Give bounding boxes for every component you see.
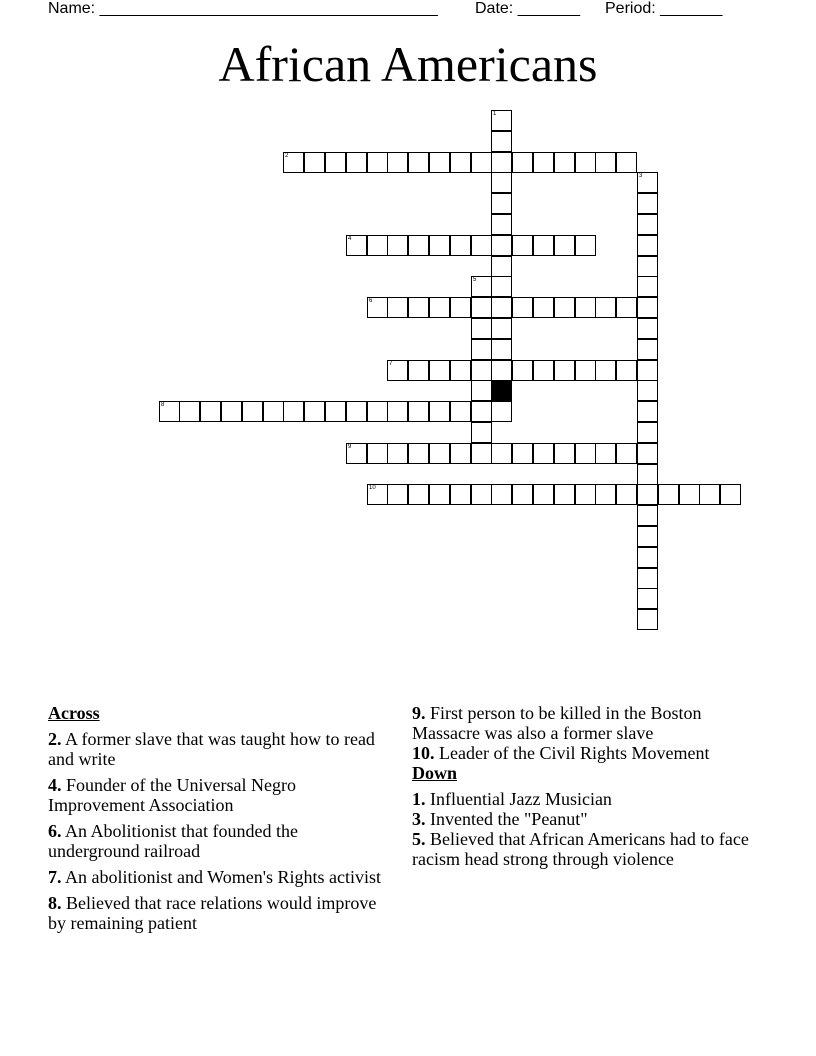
grid-cell[interactable] [637, 339, 658, 360]
grid-cell[interactable] [387, 297, 408, 318]
grid-cell[interactable] [367, 235, 388, 256]
grid-cell[interactable] [512, 484, 533, 505]
down-clue-1: 1. Influential Jazz Musician [412, 789, 612, 809]
grid-cell[interactable] [616, 443, 637, 464]
grid-cell[interactable] [387, 235, 408, 256]
grid-cell[interactable] [491, 339, 512, 360]
grid-cell[interactable] [720, 484, 741, 505]
grid-cell[interactable] [512, 443, 533, 464]
clue-number-label: 3 [639, 173, 643, 179]
grid-cell[interactable] [408, 297, 429, 318]
grid-cell[interactable] [533, 443, 554, 464]
grid-cell[interactable] [575, 235, 596, 256]
down-clue-5: 5. Believed that African Americans had to face racism head strong through violence [412, 829, 749, 869]
across-clue-8: 8. Believed that race relations would improve by remaining patient [48, 893, 377, 933]
grid-cell[interactable] [471, 422, 492, 443]
grid-cell[interactable] [408, 443, 429, 464]
grid-cell[interactable] [283, 152, 304, 173]
clue-number-label: 1 [493, 111, 497, 117]
across-clue-9: 9. First person to be killed in the Boston Massacre was also a former slave [412, 703, 702, 743]
grid-cell[interactable] [533, 360, 554, 381]
grid-cell[interactable] [367, 484, 388, 505]
grid-cell[interactable] [346, 152, 367, 173]
clue-number-label: 7 [389, 361, 393, 367]
grid-cell[interactable] [595, 360, 616, 381]
grid-cell[interactable] [554, 443, 575, 464]
grid-cell[interactable] [471, 443, 492, 464]
grid-cell[interactable] [637, 505, 658, 526]
grid-cell[interactable] [679, 484, 700, 505]
grid-cell[interactable] [637, 256, 658, 277]
clue-number-label: 5 [473, 277, 477, 283]
grid-cell[interactable] [637, 401, 658, 422]
clue-number-label: 6 [369, 298, 373, 304]
grid-cell[interactable] [367, 152, 388, 173]
across-clue-2: 2. A former slave that was taught how to read and write [48, 729, 375, 769]
grid-cell[interactable] [491, 214, 512, 235]
clue-number-label: 4 [348, 236, 352, 242]
clues-column-left [48, 703, 393, 939]
grid-cell[interactable] [491, 193, 512, 214]
grid-cell[interactable] [387, 484, 408, 505]
grid-cell[interactable] [533, 484, 554, 505]
grid-cell[interactable] [637, 172, 658, 193]
grid-cell[interactable] [429, 152, 450, 173]
grid-cell[interactable] [616, 152, 637, 173]
grid-cell[interactable] [595, 484, 616, 505]
clue-number-label: 2 [285, 153, 289, 159]
grid-cell[interactable] [554, 297, 575, 318]
grid-cell[interactable] [491, 443, 512, 464]
across-heading: Across [48, 703, 100, 723]
grid-cell[interactable] [512, 360, 533, 381]
grid-cell[interactable] [637, 297, 658, 318]
grid-cell[interactable] [637, 380, 658, 401]
grid-cell[interactable] [637, 235, 658, 256]
grid-cell[interactable] [575, 297, 596, 318]
grid-cell[interactable] [471, 318, 492, 339]
clue-number-label: 8 [161, 402, 165, 408]
grid-cell[interactable] [429, 401, 450, 422]
grid-cell[interactable] [471, 339, 492, 360]
grid-cell[interactable] [491, 256, 512, 277]
grid-cell[interactable] [637, 609, 658, 630]
grid-cell[interactable] [491, 318, 512, 339]
grid-cell[interactable] [512, 297, 533, 318]
grid-cell[interactable] [575, 152, 596, 173]
grid-cell[interactable] [637, 360, 658, 381]
grid-cell[interactable] [304, 401, 325, 422]
grid-cell[interactable] [533, 235, 554, 256]
grid-cell[interactable] [325, 152, 346, 173]
grid-cell[interactable] [325, 401, 346, 422]
grid-cell[interactable] [699, 484, 720, 505]
grid-cell[interactable] [554, 152, 575, 173]
grid-cell[interactable] [408, 484, 429, 505]
grid-cell[interactable] [554, 360, 575, 381]
grid-cell[interactable] [637, 588, 658, 609]
grid-cell[interactable] [387, 401, 408, 422]
grid-cell[interactable] [575, 443, 596, 464]
grid-cell[interactable] [637, 193, 658, 214]
grid-cell[interactable] [471, 380, 492, 401]
grid-cell[interactable] [637, 276, 658, 297]
grid-cell[interactable] [637, 318, 658, 339]
grid-cell[interactable] [637, 422, 658, 443]
grid-cell[interactable] [471, 401, 492, 422]
grid-cell[interactable] [616, 360, 637, 381]
grid-cell[interactable] [554, 235, 575, 256]
grid-cell[interactable] [471, 360, 492, 381]
grid-cell[interactable] [637, 443, 658, 464]
page-title: African Americans [218, 36, 598, 92]
grid-cell[interactable] [491, 360, 512, 381]
grid-cell[interactable] [450, 360, 471, 381]
grid-cell[interactable] [346, 401, 367, 422]
clue-number-label: 9 [348, 444, 352, 450]
grid-cell[interactable] [533, 297, 554, 318]
clue-number-label: 10 [369, 485, 376, 491]
grid-cell[interactable] [450, 443, 471, 464]
grid-cell[interactable] [575, 484, 596, 505]
grid-cell[interactable] [575, 360, 596, 381]
grid-cell[interactable] [200, 401, 221, 422]
grid-cell[interactable] [221, 401, 242, 422]
grid-cell[interactable] [637, 464, 658, 485]
grid-cell[interactable] [658, 484, 679, 505]
across-clue-4: 4. Founder of the Universal Negro Improvement Association [48, 775, 296, 815]
grid-cell[interactable] [263, 401, 284, 422]
grid-cell[interactable] [616, 484, 637, 505]
grid-cell[interactable] [471, 484, 492, 505]
grid-cell[interactable] [512, 152, 533, 173]
grid-cell[interactable] [595, 152, 616, 173]
grid-cell[interactable] [242, 401, 263, 422]
grid-cell[interactable] [387, 443, 408, 464]
grid-cell[interactable] [408, 235, 429, 256]
grid-cell[interactable] [429, 484, 450, 505]
grid-cell[interactable] [346, 235, 367, 256]
grid-cell[interactable] [429, 235, 450, 256]
grid-cell[interactable] [554, 484, 575, 505]
grid-cell[interactable] [429, 443, 450, 464]
grid-cell[interactable] [367, 443, 388, 464]
grid-cell[interactable] [471, 152, 492, 173]
grid-cell[interactable] [159, 401, 180, 422]
grid-cell[interactable] [491, 484, 512, 505]
grid-cell[interactable] [304, 152, 325, 173]
grid-cell[interactable] [637, 547, 658, 568]
grid-cell[interactable] [491, 401, 512, 422]
name-field-label: Name: ______________________________________ [48, 0, 438, 17]
grid-cell[interactable] [450, 401, 471, 422]
grid-cell[interactable] [450, 152, 471, 173]
grid-cell[interactable] [408, 360, 429, 381]
grid-cell[interactable] [491, 172, 512, 193]
down-clue-3: 3. Invented the "Peanut" [412, 809, 588, 829]
grid-cell[interactable] [179, 401, 200, 422]
grid-cell[interactable] [491, 276, 512, 297]
grid-cell[interactable] [367, 297, 388, 318]
grid-cell[interactable] [637, 214, 658, 235]
grid-cell[interactable] [450, 484, 471, 505]
grid-cell[interactable] [283, 401, 304, 422]
grid-cell[interactable] [595, 443, 616, 464]
grid-cell[interactable] [637, 568, 658, 589]
grid-cell[interactable] [471, 297, 492, 318]
grid-cell[interactable] [491, 152, 512, 173]
grid-cell[interactable] [367, 401, 388, 422]
period-field-label: Period: _______ [605, 0, 723, 17]
grid-cell[interactable] [346, 443, 367, 464]
grid-cell[interactable] [512, 235, 533, 256]
grid-cell[interactable] [450, 297, 471, 318]
grid-cell[interactable] [471, 276, 492, 297]
clues-column-right [412, 703, 772, 869]
grid-cell[interactable] [387, 152, 408, 173]
down-heading: Down [412, 763, 458, 783]
grid-cell[interactable] [408, 152, 429, 173]
grid-cell[interactable] [616, 297, 637, 318]
grid-cell[interactable] [491, 131, 512, 152]
across-clue-6: 6. An Abolitionist that founded the underground railroad [48, 821, 298, 861]
grid-cell[interactable] [429, 297, 450, 318]
grid-cell[interactable] [637, 484, 658, 505]
grid-cell[interactable] [595, 297, 616, 318]
across-clue-7: 7. An abolitionist and Women's Rights activist [48, 867, 381, 887]
grid-cell[interactable] [491, 235, 512, 256]
grid-black-cell [491, 380, 512, 401]
grid-cell[interactable] [491, 297, 512, 318]
date-field-label: Date: _______ [475, 0, 580, 17]
grid-cell[interactable] [471, 235, 492, 256]
grid-cell[interactable] [637, 526, 658, 547]
grid-cell[interactable] [491, 110, 512, 131]
grid-cell[interactable] [387, 360, 408, 381]
down-clue-list [412, 789, 772, 869]
grid-cell[interactable] [450, 235, 471, 256]
grid-cell[interactable] [408, 401, 429, 422]
grid-cell[interactable] [533, 152, 554, 173]
across-clue-10: 10. Leader of the Civil Rights Movement [412, 743, 710, 763]
grid-cell[interactable] [429, 360, 450, 381]
